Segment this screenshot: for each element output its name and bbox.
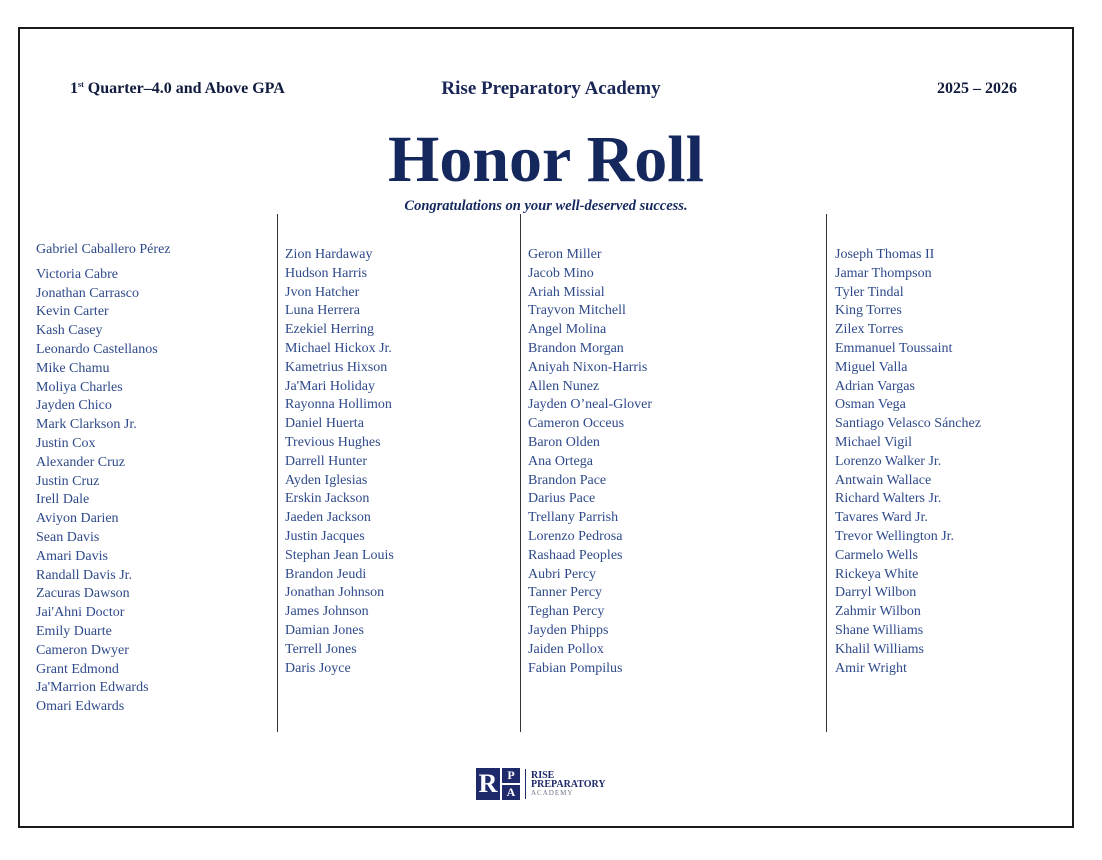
logo-a-letter: A [502, 785, 520, 800]
names-column-2 [285, 246, 394, 678]
student-name: Amari Davis [36, 548, 108, 564]
student-name: Cameron Dwyer [36, 642, 129, 658]
student-name: Aviyon Darien [36, 511, 119, 527]
student-name: Khalil Williams [835, 641, 925, 657]
student-name: Justin Cruz [36, 473, 100, 489]
student-name: King Torres [835, 303, 902, 319]
student-name: Joseph Thomas II [835, 247, 935, 262]
student-name: Justin Cox [36, 435, 96, 451]
student-name: Jayden Chico [36, 398, 112, 414]
student-name: Darryl Wilbon [835, 585, 917, 601]
student-name: Ana Ortega [528, 453, 593, 469]
logo-line-1: RISE [531, 769, 555, 781]
student-name: Ja'Marrion Edwards [36, 680, 149, 696]
student-name: James Johnson [285, 604, 369, 620]
student-name: Michael Hickox Jr. [285, 340, 392, 356]
logo-line-3: ACADEMY [531, 788, 574, 797]
student-name: Irell Dale [36, 492, 90, 508]
school-name: Rise Preparatory Academy [441, 78, 661, 99]
student-name: Mark Clarkson Jr. [36, 417, 137, 433]
student-name: Jayden Phipps [528, 622, 609, 638]
student-name: Ariah Missial [528, 284, 605, 300]
student-name: Richard Walters Jr. [835, 491, 942, 507]
logo-pa-mark [502, 768, 520, 800]
student-name: Randall Davis Jr. [36, 567, 133, 583]
student-name: Santiago Velasco Sánchez [835, 416, 981, 432]
student-name: Kash Casey [36, 323, 103, 339]
student-name: Shane Williams [835, 622, 924, 638]
student-name: Ayden Iglesias [285, 472, 368, 488]
student-name: Gabriel Caballero Pérez [36, 242, 171, 257]
student-name: Trevious Hughes [285, 434, 381, 450]
student-name: Allen Nunez [528, 378, 600, 394]
student-name: Cameron Occeus [528, 416, 625, 432]
student-name: Jai'Ahni Doctor [36, 605, 125, 621]
student-name: Rayonna Hollimon [285, 397, 392, 413]
student-name: Tavares Ward Jr. [835, 510, 928, 526]
subtitle: Congratulations on your well-deserved success. [404, 198, 688, 214]
logo-p-letter: P [502, 768, 520, 783]
student-name: Baron Olden [528, 434, 600, 450]
student-name: Geron Miller [528, 247, 602, 262]
student-name: Jvon Hatcher [285, 284, 360, 300]
student-name: Luna Herrera [285, 303, 361, 319]
logo-divider [525, 769, 526, 799]
student-name: Jaeden Jackson [285, 510, 371, 526]
student-name: Zion Hardaway [285, 247, 373, 262]
school-year: 2025 – 2026 [937, 80, 1017, 97]
student-name: Terrell Jones [285, 641, 357, 657]
student-name: Angel Molina [528, 322, 607, 338]
student-name: Miguel Valla [835, 359, 908, 375]
quarter-label: 1st Quarter–4.0 and Above GPA [70, 80, 285, 97]
student-name: Leonardo Castellanos [36, 341, 158, 357]
student-name: Stephan Jean Louis [285, 547, 394, 563]
student-name: Osman Vega [835, 397, 906, 413]
logo-r-mark: R [476, 768, 500, 800]
student-name: Aubri Percy [528, 566, 597, 582]
student-name: Fabian Pompilus [528, 660, 623, 676]
student-name: Amir Wright [835, 660, 907, 676]
logo-line-2: PREPARATORY [531, 778, 606, 790]
student-name: Lorenzo Walker Jr. [835, 453, 942, 469]
student-name: Emily Duarte [36, 623, 112, 639]
column-divider [826, 214, 827, 732]
student-name: Zacuras Dawson [36, 586, 130, 602]
student-name: Trayvon Mitchell [528, 303, 626, 319]
student-name: Victoria Cabre [36, 266, 118, 282]
student-name: Lorenzo Pedrosa [528, 528, 623, 544]
student-name: Alexander Cruz [36, 454, 126, 470]
column-divider [277, 214, 278, 732]
student-name: Jamar Thompson [835, 265, 932, 281]
student-name: Erskin Jackson [285, 491, 370, 507]
student-name: Darius Pace [528, 491, 596, 507]
student-name: Ja'Mari Holiday [285, 378, 376, 394]
student-name: Aniyah Nixon-Harris [528, 359, 648, 375]
student-name: Emmanuel Toussaint [835, 340, 953, 356]
student-name: Jayden O’neal-Glover [528, 397, 653, 413]
student-name: Omari Edwards [36, 699, 125, 715]
student-name: Damian Jones [285, 622, 364, 638]
student-name: Jonathan Johnson [285, 585, 385, 601]
student-name: Moliya Charles [36, 379, 123, 395]
student-name: Jaiden Pollox [528, 641, 604, 657]
student-name: Carmelo Wells [835, 547, 918, 563]
student-name: Antwain Wallace [835, 472, 932, 488]
student-name: Justin Jacques [285, 528, 365, 544]
student-name: Brandon Pace [528, 472, 607, 488]
logo-wordmark [531, 771, 606, 798]
student-name: Michael Vigil [835, 434, 913, 450]
student-name: Mike Chamu [36, 360, 110, 376]
student-name: Adrian Vargas [835, 378, 915, 394]
student-name: Rashaad Peoples [528, 547, 623, 563]
student-name: Tyler Tindal [835, 284, 904, 300]
student-name: Jacob Mino [528, 265, 594, 281]
names-column-1 [36, 241, 171, 717]
student-name: Jonathan Carrasco [36, 285, 140, 301]
student-name: Teghan Percy [528, 604, 605, 620]
student-name: Brandon Jeudi [285, 566, 367, 582]
page-title: Honor Roll [388, 123, 704, 196]
student-name: Zilex Torres [835, 322, 904, 338]
student-name: Sean Davis [36, 529, 100, 545]
student-name: Brandon Morgan [528, 340, 624, 356]
student-name: Trellany Parrish [528, 510, 619, 526]
student-name: Zahmir Wilbon [835, 604, 921, 620]
student-name: Kametrius Hixson [285, 359, 388, 375]
student-name: Daris Joyce [285, 660, 351, 676]
student-name: Darrell Hunter [285, 453, 368, 469]
student-name: Daniel Huerta [285, 416, 364, 432]
names-column-4 [835, 246, 981, 678]
column-divider [520, 214, 521, 732]
academy-logo [476, 768, 606, 800]
student-name: Grant Edmond [36, 661, 119, 677]
student-name: Ezekiel Herring [285, 322, 375, 338]
student-name: Rickeya White [835, 566, 919, 582]
student-name: Tanner Percy [528, 585, 603, 601]
student-name: Trevor Wellington Jr. [835, 528, 955, 544]
student-name: Hudson Harris [285, 265, 368, 281]
names-column-3 [528, 246, 652, 678]
student-name: Kevin Carter [36, 304, 109, 320]
